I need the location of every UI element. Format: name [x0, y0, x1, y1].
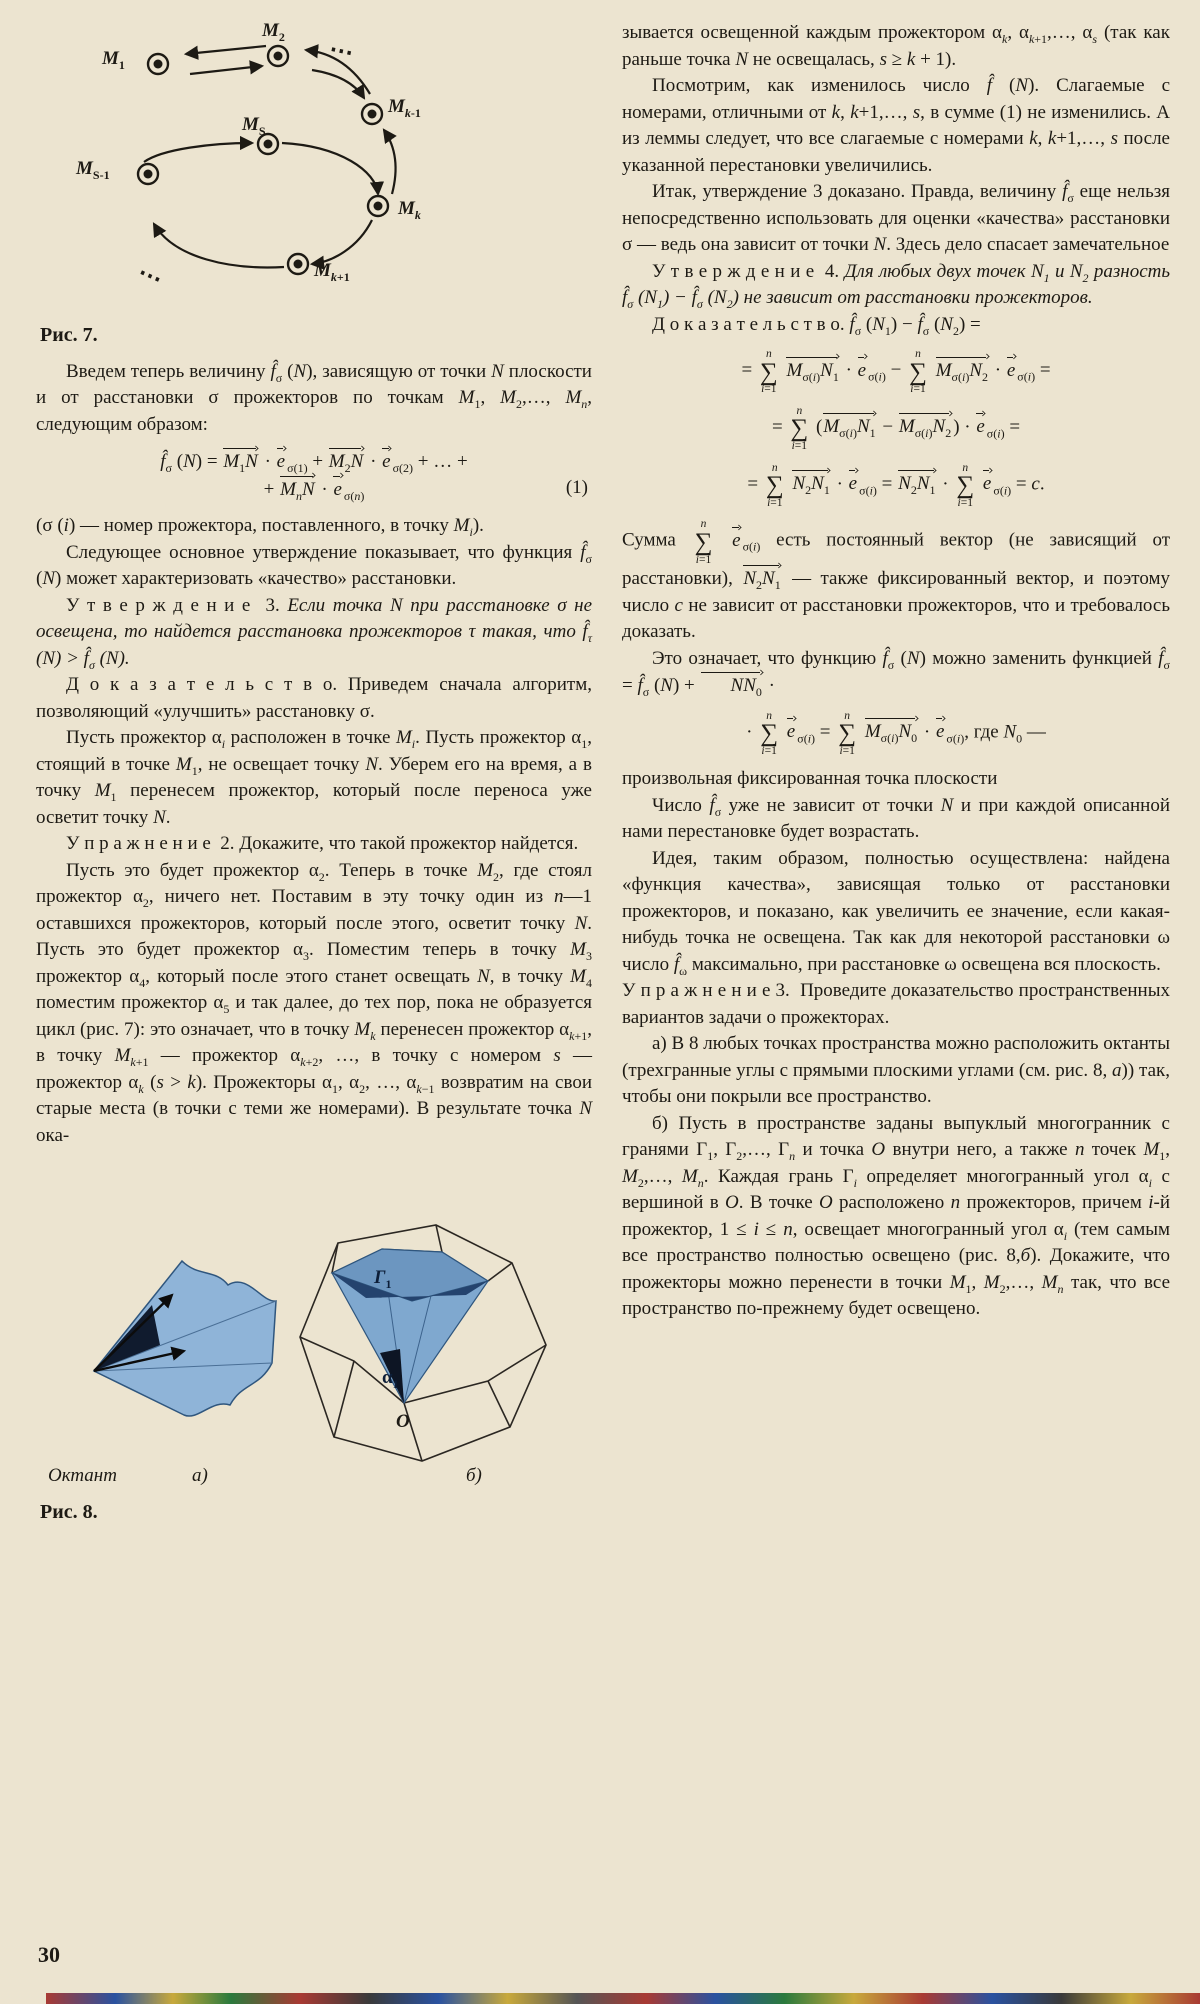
page-number: 30: [38, 1942, 60, 1967]
display-formula: = n ∑ i=1 ($M_{\sigma(i)}N_1 - M_{\sigma(i)}N_2$ ) · e $_{\sigma(i)}$ =: [771, 404, 1021, 452]
point-label-ms: $M_S$: [242, 114, 266, 138]
subfigure-a-label: а): [192, 1465, 208, 1486]
point-label-ms-minus-1: $M_{S-1}$: [76, 158, 110, 182]
paragraph: произвольная фиксированная точка плоскости: [622, 768, 998, 790]
angle-label-alpha1: $\alpha_1$: [382, 1367, 399, 1391]
point-label-m1: $M_1$: [102, 48, 125, 72]
right-column-text: [622, 20, 1170, 1323]
point-label-mk-plus-1: $M_{k+1}$: [314, 260, 350, 284]
ellipsis-dots-bottom: ⋯: [133, 259, 167, 294]
subfigure-b-label: б): [466, 1465, 482, 1486]
paragraph: Это означает, что функцию $f̂_\sigma$ (N) можно заменить функцией $f̂_\sigma$ = $f̂_\sigma$ $(N) + NN_0$ ·: [622, 647, 1171, 699]
paragraph: Идея, таким образом, полностью осуществлена: найдена «функция качества», зависящая только от расстановки прожекторов, и показано, как увеличить ее значение, если какая-нибудь точка не освещена. Так как для некоторой расстановки ω число $f̂_\omega$ максимально, при расстановке ω освещена вся плоскость.: [622, 847, 1170, 978]
paragraph: зывается освещенной каждым прожектором $\alpha_k$, $\alpha_{k+1},\dots$, $\alpha_s$ (так как раньше точка N не освещалась, s ≥ k + 1).: [622, 22, 1170, 70]
display-formula: · n ∑ i=1 e $_{\sigma(i)}$ = n ∑ i=1 $M_{\sigma(i)}N_0 \cdot e$ $_{\sigma(i)}$, где $N_0$ —: [746, 709, 1046, 757]
figure-8: [36, 1163, 592, 1493]
scan-noise-strip: [46, 1993, 1200, 2004]
paragraph: Введем теперь величину $f̂_\sigma$ (N), зависящую от точки N плоскости и от расстановки σ прожекторов по точкам $M_1$, $M_2,\dots$, $M_n$, следующим образом:: [36, 360, 593, 435]
paragraph: Итак, утверждение 3 доказано. Правда, величину $f̂_\sigma$ еще нельзя непосредственно использовать для оценки «качества» расстановки σ — ведь она зависит от точки N. Здесь дело спасает замечательное: [622, 181, 1170, 255]
figure-7: [40, 16, 560, 316]
right-column: [622, 20, 1170, 1323]
paragraph: Посмотрим, как изменилось число f̂ (N). Слагаемые с номерами, отличными от k, k+1,…, s, в сумме (1) не изменились. А из леммы следует, что все слагаемые с номерами k, k+1,…, s после указанной перестановки увеличились.: [622, 75, 1171, 176]
paragraph: Д о к а з а т е л ь с т в о. Приведем сначала алгоритм, позволяющий «улучшить» расстановку σ.: [36, 674, 592, 722]
display-formula: = n ∑ i=1 $M_{\sigma(i)}N_1 \cdot e$ $_{\sigma(i)}$ − n ∑ i=1 $M_{\sigma(i)}N_2 \cdot e$ $_{\sigma(i)}$ =: [741, 348, 1051, 396]
paragraph: У т в е р ж д е н и е 4. Для любых двух точек $N_1$ и $N_2$ разность $f̂_\sigma$ $(N_1)$ − $f̂_\sigma$ $(N_2)$ не зависит от расстановки прожекторов.: [622, 260, 1170, 311]
display-formula: $f̂_\sigma$ $(N) = M_1N \cdot e$ $_{\sigma(1)} + M_2N \cdot e$ $_{\sigma(2)}$ + … + + $M_nN \cdot e$ $_{\sigma(n)}$ (1): [36, 448, 592, 503]
ellipsis-dots-top: ⋯: [326, 36, 356, 67]
vertex-label-o: O: [396, 1411, 410, 1432]
octant-shape: [94, 1261, 276, 1416]
paragraph: Число $f̂_\sigma$ уже не зависит от точки N и при каждой описанной нами перестановке будет возрастать.: [622, 794, 1171, 843]
figure-8-caption: Рис. 8.: [40, 1501, 98, 1523]
figure-7-caption: Рис. 7.: [40, 324, 98, 346]
paragraph: У п р а ж н е н и е 3. Проведите доказательство пространственных вариантов задачи о прожекторах.: [622, 980, 1170, 1028]
paragraph: У п р а ж н е н и е 2. Докажите, что такой прожектор найдется.: [66, 833, 579, 854]
figure-8-drawing: [36, 1163, 592, 1463]
cycle-arrows: [144, 46, 396, 267]
face-label-gamma1: $\Gamma_1$: [374, 1267, 392, 1291]
paragraph: Сумма n ∑ i=1 e $_{\sigma(i)}$ есть постоянный вектор (не зависящий от расстановки), $N_2N_1$ — также фиксированный вектор, и поэтому число c не зависит от расстановки прожекторов, что и требовалось доказать.: [622, 518, 1170, 642]
paragraph: Пусть прожектор $\alpha_i$ расположен в точке $M_i$. Пусть прожектор $\alpha_1$, стоящий в точке $M_1$, не освещает точку N. Уберем его на время, а в точку $M_1$ перенесем прожектор, который после переноса уже осветит точку N.: [36, 727, 592, 828]
paragraph: (σ (i) — номер прожектора, поставленного, в точку $M_i$).: [36, 515, 484, 539]
left-column-text: [36, 359, 592, 1150]
cone-shape: [332, 1249, 488, 1403]
paragraph: У т в е р ж д е н и е 3. Если точка N при расстановке σ не освещена, то найдется расстановка прожекторов τ такая, что $f̂_\tau$ $(N) > f̂_\sigma$ (N).: [36, 594, 593, 672]
paragraph: а) В 8 любых точках пространства можно расположить октанты (трехгранные углы с прямыми плоскими углами (см. рис. 8, а)) так, чтобы они покрыли все пространство.: [622, 1033, 1170, 1108]
point-label-m2: $M_2$: [262, 20, 285, 44]
paragraph: Пусть это будет прожектор $\alpha_2$. Теперь в точке $M_2$, где стоял прожектор $\alpha_2$, ничего нет. Поставим в эту точку один из n—1 оставшихся прожекторов, который после этого, осветит точку N. Пусть это будет прожектор $\alpha_3$. Поместим теперь в точку $M_3$ прожектор $\alpha_4$, который после этого станет освещать N, в точку $M_4$ поместим прожектор $\alpha_5$ и так далее, до тех пор, пока не образуется цикл (рис. 7): это означает, что в точку $M_k$ перенесен прожектор $\alpha_{k+1}$, в точку $M_{k+1}$ — прожектор $\alpha_{k+2}$, …, в точку с номером s — прожектор $\alpha_k$ (s > k). Прожекторы $\alpha_1$, $\alpha_2$, …, $\alpha_{k-1}$ возвратим на свои старые места (в точки с теми же номерами). В результате точка N ока-: [36, 859, 593, 1146]
paragraph: Следующее основное утверждение показывает, что функция $f̂_\sigma$ (N) может характеризовать «качество» расстановки.: [36, 541, 592, 589]
display-formula: = n ∑ i=1 $N_2N_1 \cdot e$ $_{\sigma(i)} = N_2N_1$ · n ∑ i=1 e $_{\sigma(i)}$ = c.: [747, 461, 1045, 509]
point-label-mk: $M_k$: [398, 198, 421, 222]
point-label-mk-minus-1: $M_{k-1}$: [388, 96, 421, 120]
paragraph: б) Пусть в пространстве заданы выпуклый многогранник с гранями $\Gamma_1$, $\Gamma_2,\dots$, $\Gamma_n$ и точка O внутри него, а также n точек $M_1$, $M_2,\dots$, $M_n$. Каждая грань $\Gamma_i$ определяет многогранный угол $\alpha_i$ с вершиной в O. В точке O расположено n прожекторов, причем i-й прожектор, 1 ≤ i ≤ n, освещает многогранный угол $\alpha_i$ (тем самым все пространство полностью освещено (рис. 8,б). Докажите, что прожекторы можно перенести в точки $M_1$, $M_2,\dots$, $M_n$ так, что все пространство по-прежнему будет освещено.: [622, 1112, 1171, 1320]
octant-label: Октант: [48, 1465, 117, 1486]
paragraph: Д о к а з а т е л ь с т в о. $f̂_\sigma$ $(N_1)$ − $f̂_\sigma$ $(N_2)$ =: [652, 313, 981, 338]
left-column: [36, 16, 592, 1536]
